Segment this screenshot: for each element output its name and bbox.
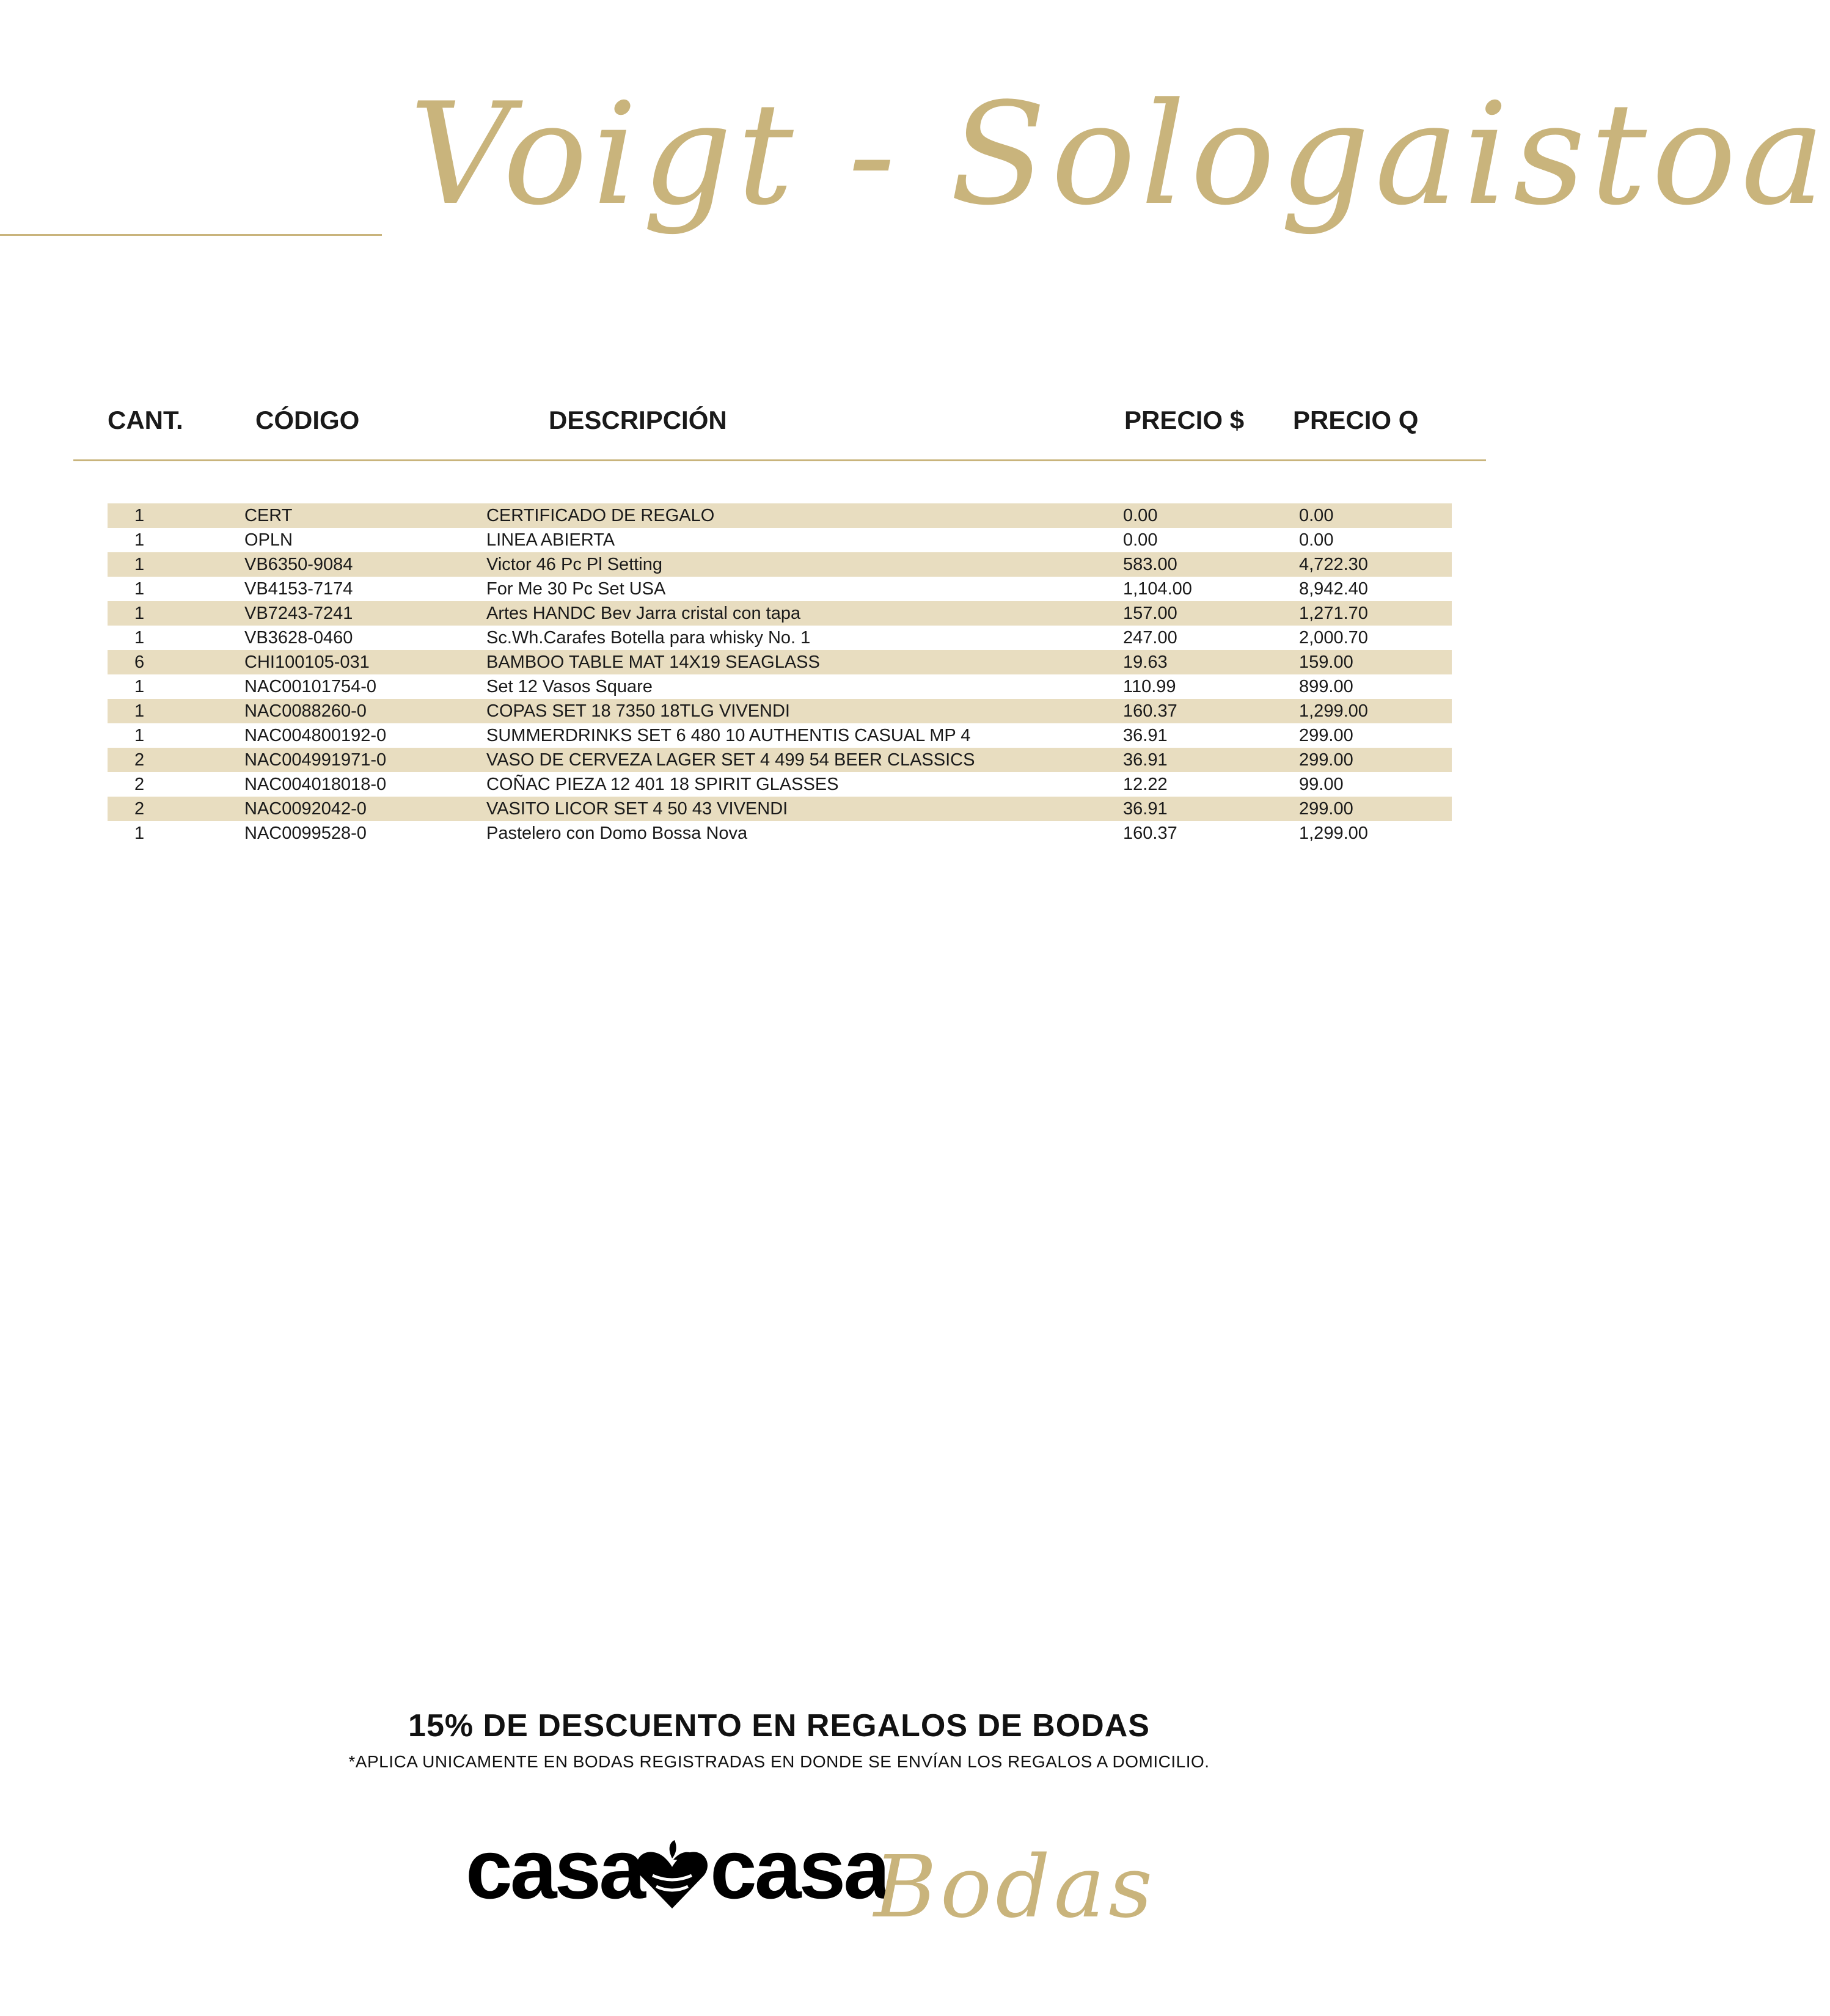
casa-casa-bodas-logo [466, 1814, 1157, 1949]
column-header-price-usd: PRECIO $ [1124, 406, 1245, 434]
cell-code: NAC004018018-0 [244, 775, 387, 794]
cell-description: Artes HANDC Bev Jarra cristal con tapa [486, 604, 801, 623]
cell-qty: 1 [134, 604, 145, 623]
cell-price-gtq: 1,271.70 [1299, 604, 1368, 623]
table-row [108, 699, 1452, 723]
cell-code: NAC0088260-0 [244, 701, 367, 721]
header-rule [73, 459, 1486, 461]
cell-description: Set 12 Vasos Square [486, 677, 653, 696]
logo-word-right: casa [710, 1822, 888, 1916]
cell-price-gtq: 299.00 [1299, 726, 1353, 745]
couple-name: Voigt - Sologaistoa [409, 73, 1830, 236]
cell-qty: 1 [134, 628, 145, 648]
cell-code: VB6350-9084 [244, 555, 353, 574]
cell-qty: 1 [134, 579, 145, 599]
cell-code: NAC00101754-0 [244, 677, 377, 696]
cell-price-usd: 0.00 [1123, 506, 1158, 525]
cell-price-gtq: 299.00 [1299, 750, 1353, 770]
cell-price-gtq: 1,299.00 [1299, 701, 1368, 721]
table-row [108, 821, 1452, 845]
cell-description: For Me 30 Pc Set USA [486, 579, 666, 599]
cell-price-usd: 110.99 [1123, 677, 1176, 696]
cell-description: Sc.Wh.Carafes Botella para whisky No. 1 [486, 628, 811, 648]
cell-price-usd: 247.00 [1123, 628, 1177, 648]
table-row [108, 748, 1452, 772]
cell-code: NAC004800192-0 [244, 726, 387, 745]
cell-qty: 1 [134, 555, 145, 574]
cell-code: NAC004991971-0 [244, 750, 387, 770]
table-row [108, 601, 1452, 626]
column-header-code: CÓDIGO [255, 406, 360, 434]
cell-qty: 6 [134, 652, 145, 672]
cell-qty: 1 [134, 726, 145, 745]
cell-price-usd: 583.00 [1123, 555, 1177, 574]
cell-price-usd: 157.00 [1123, 604, 1177, 623]
cell-qty: 1 [134, 530, 145, 550]
cell-price-gtq: 0.00 [1299, 530, 1334, 550]
cell-description: VASO DE CERVEZA LAGER SET 4 499 54 BEER CLASSICS [486, 750, 975, 770]
cell-price-gtq: 1,299.00 [1299, 824, 1368, 843]
cell-qty: 1 [134, 824, 145, 843]
cell-qty: 2 [134, 775, 145, 794]
cell-description: CERTIFICADO DE REGALO [486, 506, 715, 525]
cell-price-gtq: 299.00 [1299, 799, 1353, 819]
cell-qty: 2 [134, 750, 145, 770]
cell-description: Victor 46 Pc Pl Setting [486, 555, 663, 574]
cell-description: COPAS SET 18 7350 18TLG VIVENDI [486, 701, 790, 721]
cell-description: BAMBOO TABLE MAT 14X19 SEAGLASS [486, 652, 820, 672]
cell-description: LINEA ABIERTA [486, 530, 615, 550]
logo-script-bodas: Bodas [874, 1838, 1157, 1937]
cell-qty: 1 [134, 506, 145, 525]
cell-code: OPLN [244, 530, 293, 550]
cell-price-usd: 1,104.00 [1123, 579, 1192, 599]
cell-description: SUMMERDRINKS SET 6 480 10 AUTHENTIS CASUAL MP 4 [486, 726, 971, 745]
cell-code: VB4153-7174 [244, 579, 353, 599]
table-row [108, 797, 1452, 821]
cell-qty: 1 [134, 701, 145, 721]
cell-code: CERT [244, 506, 293, 525]
table-row [108, 528, 1452, 552]
registry-table [108, 503, 1452, 845]
logo-word-left: casa [466, 1822, 643, 1916]
cell-price-gtq: 8,942.40 [1299, 579, 1368, 599]
column-header-description: DESCRIPCIÓN [549, 406, 727, 434]
cell-price-usd: 19.63 [1123, 652, 1168, 672]
cell-price-gtq: 159.00 [1299, 652, 1353, 672]
cell-description: COÑAC PIEZA 12 401 18 SPIRIT GLASSES [486, 775, 839, 794]
table-row [108, 650, 1452, 674]
cell-price-usd: 36.91 [1123, 799, 1168, 819]
cell-price-gtq: 4,722.30 [1299, 555, 1368, 574]
cell-code: VB3628-0460 [244, 628, 353, 648]
table-row [108, 723, 1452, 748]
table-row [108, 503, 1452, 528]
cell-price-usd: 160.37 [1123, 701, 1177, 721]
cell-price-usd: 36.91 [1123, 726, 1168, 745]
cell-description: VASITO LICOR SET 4 50 43 VIVENDI [486, 799, 788, 819]
cell-code: VB7243-7241 [244, 604, 353, 623]
column-header-price-gtq: PRECIO Q [1293, 406, 1419, 434]
promo-note: *APLICA UNICAMENTE EN BODAS REGISTRADAS EN DONDE SE ENVÍAN LOS REGALOS A DOMICILIO. [348, 1752, 1210, 1771]
cell-price-usd: 0.00 [1123, 530, 1158, 550]
column-header-qty: CANT. [108, 406, 183, 434]
table-row [108, 674, 1452, 699]
cell-price-usd: 12.22 [1123, 775, 1168, 794]
cell-price-gtq: 899.00 [1299, 677, 1353, 696]
cell-qty: 2 [134, 799, 145, 819]
cell-price-gtq: 99.00 [1299, 775, 1344, 794]
title-rule [0, 234, 382, 236]
cell-code: NAC0092042-0 [244, 799, 367, 819]
promo-title: 15% DE DESCUENTO EN REGALOS DE BODAS [408, 1708, 1150, 1744]
table-row [108, 626, 1452, 650]
cell-code: CHI100105-031 [244, 652, 370, 672]
heart-leaf-icon [634, 1840, 710, 1912]
cell-qty: 1 [134, 677, 145, 696]
cell-code: NAC0099528-0 [244, 824, 367, 843]
cell-price-gtq: 0.00 [1299, 506, 1334, 525]
table-row [108, 772, 1452, 797]
cell-price-gtq: 2,000.70 [1299, 628, 1368, 648]
table-row [108, 552, 1452, 577]
cell-price-usd: 36.91 [1123, 750, 1168, 770]
cell-price-usd: 160.37 [1123, 824, 1177, 843]
table-row [108, 577, 1452, 601]
cell-description: Pastelero con Domo Bossa Nova [486, 824, 748, 843]
